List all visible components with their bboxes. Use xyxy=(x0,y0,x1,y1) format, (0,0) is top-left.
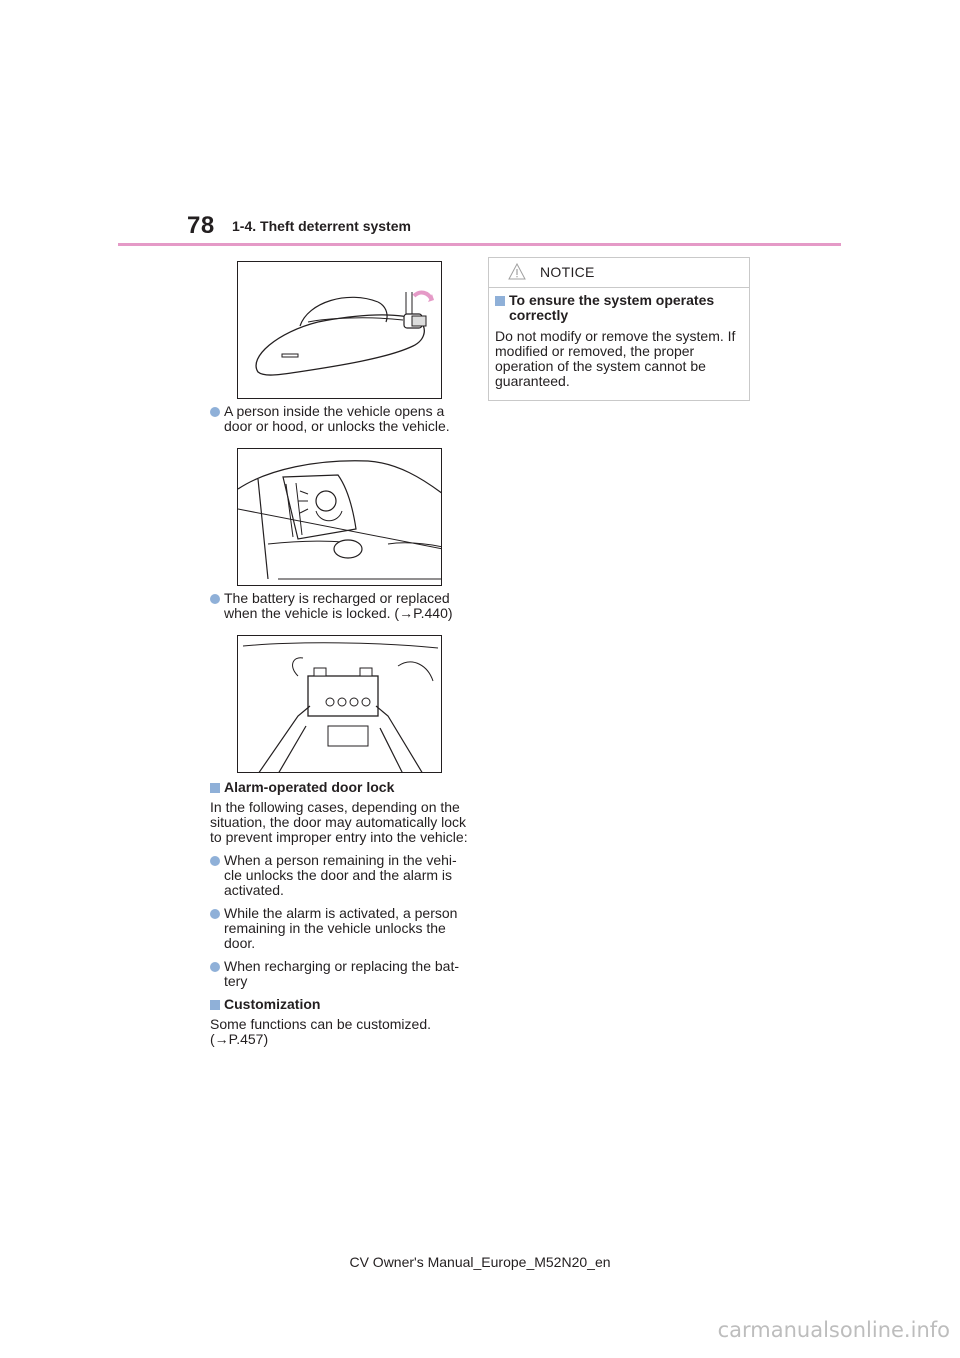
header-divider xyxy=(118,243,841,246)
list-item: When recharging or replacing the bat-tery xyxy=(210,959,470,989)
page-number: 78 xyxy=(187,212,215,239)
square-bullet-icon xyxy=(210,1000,220,1010)
notice-body xyxy=(489,288,749,389)
watermark: carmanualsonline.info xyxy=(717,1318,950,1342)
list-item: When a person remaining in the vehi-cle unlocks the door and the alarm is activated. xyxy=(210,853,470,898)
notice-header xyxy=(489,258,749,288)
notice-box xyxy=(488,257,750,401)
notice-label: NOTICE xyxy=(540,264,595,280)
alarm-intro-text: In the following cases, depending on the situation, the door may automatically lock to prevent improper entry into the vehicle: xyxy=(210,799,468,845)
customization-heading: Customization xyxy=(210,997,470,1012)
manual-footer: CV Owner's Manual_Europe_M52N20_en xyxy=(349,1254,611,1270)
list-item: A person inside the vehicle opens a door or hood, or unlocks the vehicle. xyxy=(210,404,470,434)
person-in-car-illustration xyxy=(237,448,442,586)
list-item: While the alarm is activated, a person remaining in the vehicle unlocks the door. xyxy=(210,906,470,951)
square-bullet-icon xyxy=(495,296,505,306)
bullet-icon xyxy=(210,856,220,866)
notice-text: Do not modify or remove the system. If modified or removed, the proper operation of the system cannot be guaranteed. xyxy=(495,328,736,389)
bullet-icon xyxy=(210,909,220,919)
battery-replacement-illustration xyxy=(237,635,442,773)
alarm-door-lock-heading: Alarm-operated door lock xyxy=(210,780,470,795)
bullet-icon xyxy=(210,407,220,417)
bullet-icon xyxy=(210,594,220,604)
square-bullet-icon xyxy=(210,783,220,793)
list-item: The battery is recharged or replaced when the vehicle is locked. (→P.440) xyxy=(210,591,470,621)
customization-text: Some functions can be customized. (→P.457) xyxy=(210,1016,432,1047)
section-title: 1-4. Theft deterrent system xyxy=(232,218,411,234)
warning-triangle-icon xyxy=(508,263,526,280)
bullet-icon xyxy=(210,962,220,972)
door-handle-illustration xyxy=(237,261,442,399)
left-column xyxy=(210,261,470,1047)
notice-heading: To ensure the system operates correctly xyxy=(495,293,743,323)
